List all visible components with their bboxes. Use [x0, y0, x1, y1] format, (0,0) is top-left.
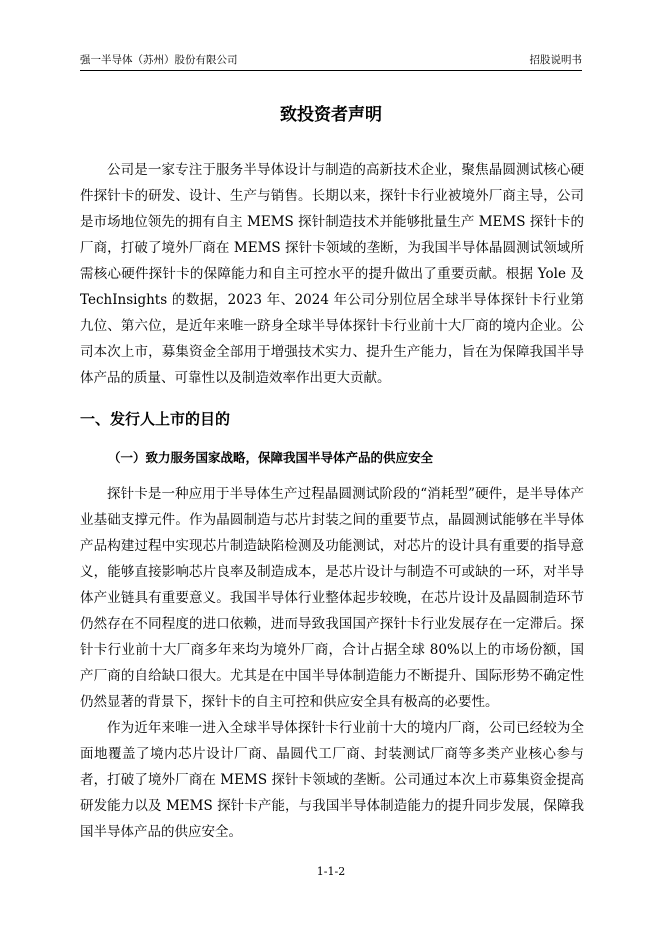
body-paragraph: 作为近年来唯一进入全球半导体探针卡行业前十大的境内厂商，公司已经较为全面地覆盖了境内芯片设计厂商、晶圆代工厂商、封装测试厂商等多类产业核心参与者，打破了境外厂商在 MEMS 探针卡领域的垄断。公司通过本次上市募集资金提高研发能力以及 MEMS 探针卡产能，与我国半导体制造能力的提升同步发展，保障我国半导体产品的供应安全。 [80, 720, 584, 840]
section-heading: 一、发行人上市的目的 [80, 410, 231, 428]
intro-paragraph: 公司是一家专注于服务半导体设计与制造的高新技术企业，聚焦晶圆测试核心硬件探针卡的研发、设计、生产与销售。长期以来，探针卡行业被境外厂商主导，公司是市场地位领先的拥有自主 MEMS 探针制造技术并能够批量生产 MEMS 探针卡的厂商，打破了境外厂商在 MEMS 探针卡领域的垄断，为我国半导体晶圆测试领域所需核心硬件探针卡的保障能力和自主可控水平的提升做出了重要贡献。根据 Yole 及 TechInsights 的数据，2023 年、2024 年公司分别位居全球半导体探针卡行业第九位、第六位，是近年来唯一跻身全球半导体探针卡行业前十大厂商的境内企业。公司本次上市，募集资金全部用于增强技术实力、提升生产能力，旨在为保障我国半导体产品的质量、可靠性以及制造效率作出更大贡献。 [80, 162, 584, 386]
body-paragraph: 探针卡是一种应用于半导体生产过程晶圆测试阶段的“消耗型”硬件，是半导体产业基础支撑元件。作为晶圆制造与芯片封装之间的重要节点，晶圆测试能够在半导体产品构建过程中实现芯片制造缺陷检测及功能测试，对芯片的设计具有重要的指导意义，能够直接影响芯片良率及制造成本，是芯片设计与制造不可或缺的一环，对半导体产业链具有重要意义。我国半导体行业整体起步较晚，在芯片设计及晶圆制造环节仍然存在不同程度的进口依赖，进而导致我国国产探针卡行业发展存在一定滞后。探针卡行业前十大厂商多年来均为境外厂商，合计占据全球 80%以上的市场份额，国产厂商的自给缺口很大。尤其是在中国半导体制造能力不断提升、国际形势不确定性仍然显著的背景下，探针卡的自主可控和供应安全具有极高的必要性。 [80, 486, 584, 710]
subsection-heading: （一）致力服务国家战略，保障我国半导体产品的供应安全 [108, 450, 434, 465]
header-document-type: 招股说明书 [529, 54, 582, 66]
page-title: 致投资者声明 [280, 105, 382, 125]
page-number: 1-1-2 [316, 865, 346, 878]
page-header [80, 52, 582, 71]
header-company-name: 强一半导体（苏州）股份有限公司 [80, 54, 238, 66]
